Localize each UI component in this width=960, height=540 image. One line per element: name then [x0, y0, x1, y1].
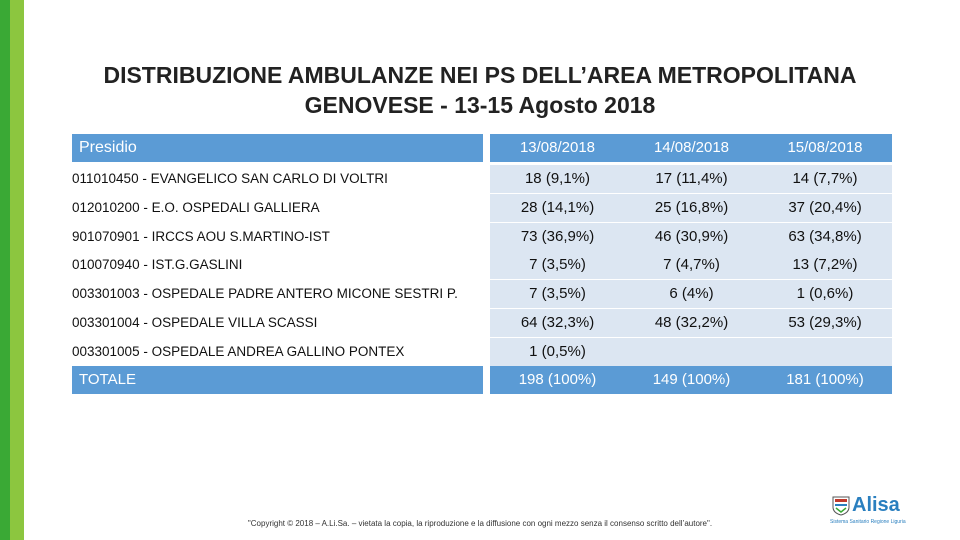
value-13-08: 64 (32,3%)	[490, 309, 625, 337]
value-13-08: 73 (36,9%)	[490, 223, 625, 251]
table-header-row	[72, 134, 892, 162]
header-date-2: 14/08/2018	[624, 134, 759, 162]
value-15-08: 37 (20,4%)	[758, 194, 892, 222]
value-15-08	[758, 338, 892, 366]
presidio-name: 003301004 - OSPEDALE VILLA SCASSI	[72, 315, 318, 330]
alisa-logo	[830, 494, 930, 530]
total-13-08: 198 (100%)	[490, 366, 625, 394]
value-13-08: 18 (9,1%)	[490, 165, 625, 193]
presidio-name: 011010450 - EVANGELICO SAN CARLO DI VOLTRI	[72, 171, 388, 186]
table-row	[72, 165, 892, 193]
title-line-1: DISTRIBUZIONE AMBULANZE NEI PS DELL’AREA METROPOLITANA	[103, 62, 857, 88]
table-row	[72, 251, 892, 279]
value-14-08: 25 (16,8%)	[624, 194, 759, 222]
value-14-08: 7 (4,7%)	[624, 251, 759, 279]
value-15-08: 63 (34,8%)	[758, 223, 892, 251]
slide-title	[60, 60, 900, 120]
value-13-08: 7 (3,5%)	[490, 280, 625, 308]
value-15-08: 53 (29,3%)	[758, 309, 892, 337]
table-row	[72, 280, 892, 308]
total-label: TOTALE	[72, 366, 483, 394]
table-row	[72, 338, 892, 366]
header-date-1: 13/08/2018	[490, 134, 625, 162]
table-row	[72, 223, 892, 251]
table-row	[72, 194, 892, 222]
value-13-08: 7 (3,5%)	[490, 251, 625, 279]
value-15-08: 1 (0,6%)	[758, 280, 892, 308]
presidio-name: 003301003 - OSPEDALE PADRE ANTERO MICONE SESTRI P.	[72, 286, 458, 301]
presidio-name: 010070940 - IST.G.GASLINI	[72, 257, 243, 272]
value-13-08: 1 (0,5%)	[490, 338, 625, 366]
logo-name: Alisa	[852, 494, 900, 516]
liguria-shield-icon	[832, 496, 850, 516]
logo-subtitle: Sistema Sanitario Regione Liguria	[830, 519, 906, 525]
copyright-notice: "Copyright © 2018 – A.Li.Sa. – vietata la copia, la riproduzione e la diffusione con ogni mezzo senza il consenso scritto dell’autore".	[247, 519, 713, 528]
left-accent-bar-dark	[0, 0, 10, 540]
value-14-08: 6 (4%)	[624, 280, 759, 308]
presidio-name: 003301005 - OSPEDALE ANDREA GALLINO PONTEX	[72, 344, 405, 359]
total-14-08: 149 (100%)	[624, 366, 759, 394]
value-14-08	[624, 338, 759, 366]
presidio-name: 901070901 - IRCCS AOU S.MARTINO-IST	[72, 229, 330, 244]
header-date-3: 15/08/2018	[758, 134, 892, 162]
presidio-name: 012010200 - E.O. OSPEDALI GALLIERA	[72, 200, 320, 215]
table-row	[72, 309, 892, 337]
value-14-08: 48 (32,2%)	[624, 309, 759, 337]
total-15-08: 181 (100%)	[758, 366, 892, 394]
value-13-08: 28 (14,1%)	[490, 194, 625, 222]
table-total-row	[72, 366, 892, 394]
value-15-08: 14 (7,7%)	[758, 165, 892, 193]
title-line-2: GENOVESE - 13-15 Agosto 2018	[304, 92, 656, 118]
value-14-08: 17 (11,4%)	[624, 165, 759, 193]
value-14-08: 46 (30,9%)	[624, 223, 759, 251]
header-presidio: Presidio	[72, 134, 483, 162]
left-accent-bar-light	[10, 0, 24, 540]
value-15-08: 13 (7,2%)	[758, 251, 892, 279]
